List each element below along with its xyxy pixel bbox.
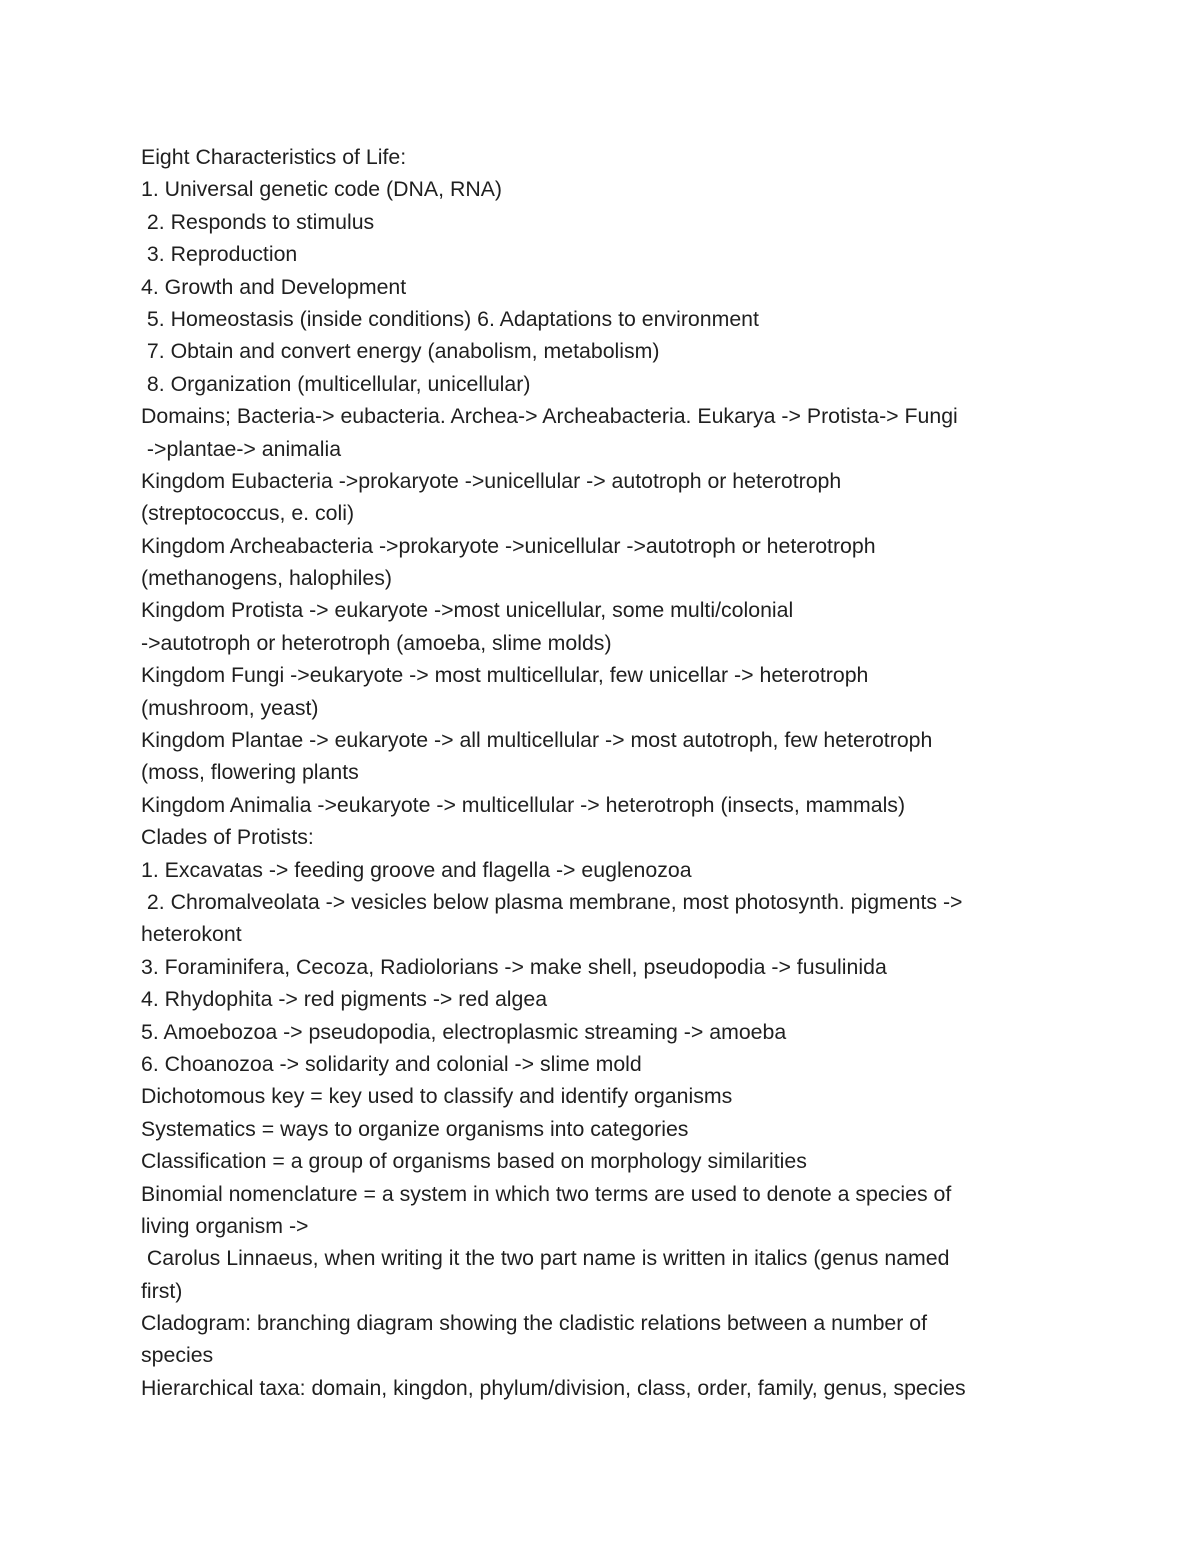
text-line: Domains; Bacteria-> eubacteria. Archea-> Archeabacteria. Eukarya -> Protista-> Fungi: [141, 404, 958, 429]
text-line: 6. Choanozoa -> solidarity and colonial -> slime mold: [141, 1051, 642, 1076]
text-line: Kingdom Animalia ->eukaryote -> multicellular -> heterotroph (insects, mammals): [141, 792, 906, 817]
text-line: Systematics = ways to organize organisms into categories: [141, 1116, 689, 1141]
text-line: Classification = a group of organisms based on morphology similarities: [141, 1149, 807, 1174]
text-line: 3. Foraminifera, Cecoza, Radiolorians -> make shell, pseudopodia -> fusulinida: [141, 954, 887, 979]
text-line: Kingdom Protista -> eukaryote ->most unicellular, some multi/colonial: [141, 598, 794, 623]
text-line: Hierarchical taxa: domain, kingdon, phylum/division, class, order, family, genus, species: [141, 1375, 966, 1400]
text-line: 1. Excavatas -> feeding groove and flagella -> euglenozoa: [141, 857, 692, 882]
text-line: Kingdom Fungi ->eukaryote -> most multicellular, few unicellar -> heterotroph: [141, 663, 869, 688]
text-line: ->autotroph or heterotroph (amoeba, slime molds): [141, 630, 612, 655]
text-line: (moss, flowering plants: [141, 760, 359, 785]
text-line: Eight Characteristics of Life:: [141, 145, 407, 169]
text-line: 8. Organization (multicellular, unicellular): [141, 371, 531, 396]
text-line: ->plantae-> animalia: [141, 436, 342, 461]
text-line: 1. Universal genetic code (DNA, RNA): [141, 177, 502, 202]
text-line: Binomial nomenclature = a system in which two terms are used to denote a species of: [141, 1181, 952, 1206]
text-line: Cladogram: branching diagram showing the cladistic relations between a number of: [141, 1311, 928, 1336]
text-line: Carolus Linnaeus, when writing it the two part name is written in italics (genus named: [141, 1246, 950, 1271]
text-line: heterokont: [141, 922, 242, 947]
text-line: 2. Chromalveolata -> vesicles below plasma membrane, most photosynth. pigments ->: [141, 889, 963, 914]
text-line: (mushroom, yeast): [141, 695, 319, 720]
text-line: 5. Homeostasis (inside conditions) 6. Adaptations to environment: [141, 306, 759, 331]
text-line: Kingdom Eubacteria ->prokaryote ->unicellular -> autotroph or heterotroph: [141, 468, 842, 493]
text-line: Kingdom Archeabacteria ->prokaryote ->unicellular ->autotroph or heterotroph: [141, 533, 876, 558]
text-line: 4. Rhydophita -> red pigments -> red algea: [141, 987, 548, 1012]
text-line: (methanogens, halophiles): [141, 566, 392, 591]
text-line: 3. Reproduction: [141, 242, 298, 267]
text-line: 4. Growth and Development: [141, 274, 407, 299]
text-line: 2. Responds to stimulus: [141, 209, 375, 234]
text-line: species: [141, 1343, 214, 1368]
text-line: Dichotomous key = key used to classify and identify organisms: [141, 1084, 733, 1109]
text-line: living organism ->: [141, 1213, 309, 1238]
text-line: 7. Obtain and convert energy (anabolism, metabolism): [141, 339, 660, 364]
text-line: Clades of Protists:: [141, 825, 314, 850]
text-line: (streptococcus, e. coli): [141, 501, 355, 526]
text-line: 5. Amoebozoa -> pseudopodia, electroplasmic streaming -> amoeba: [141, 1019, 787, 1044]
text-line: first): [141, 1278, 183, 1303]
text-line: Kingdom Plantae -> eukaryote -> all multicellular -> most autotroph, few heterotroph: [141, 728, 933, 753]
document-body: [141, 141, 1081, 1404]
